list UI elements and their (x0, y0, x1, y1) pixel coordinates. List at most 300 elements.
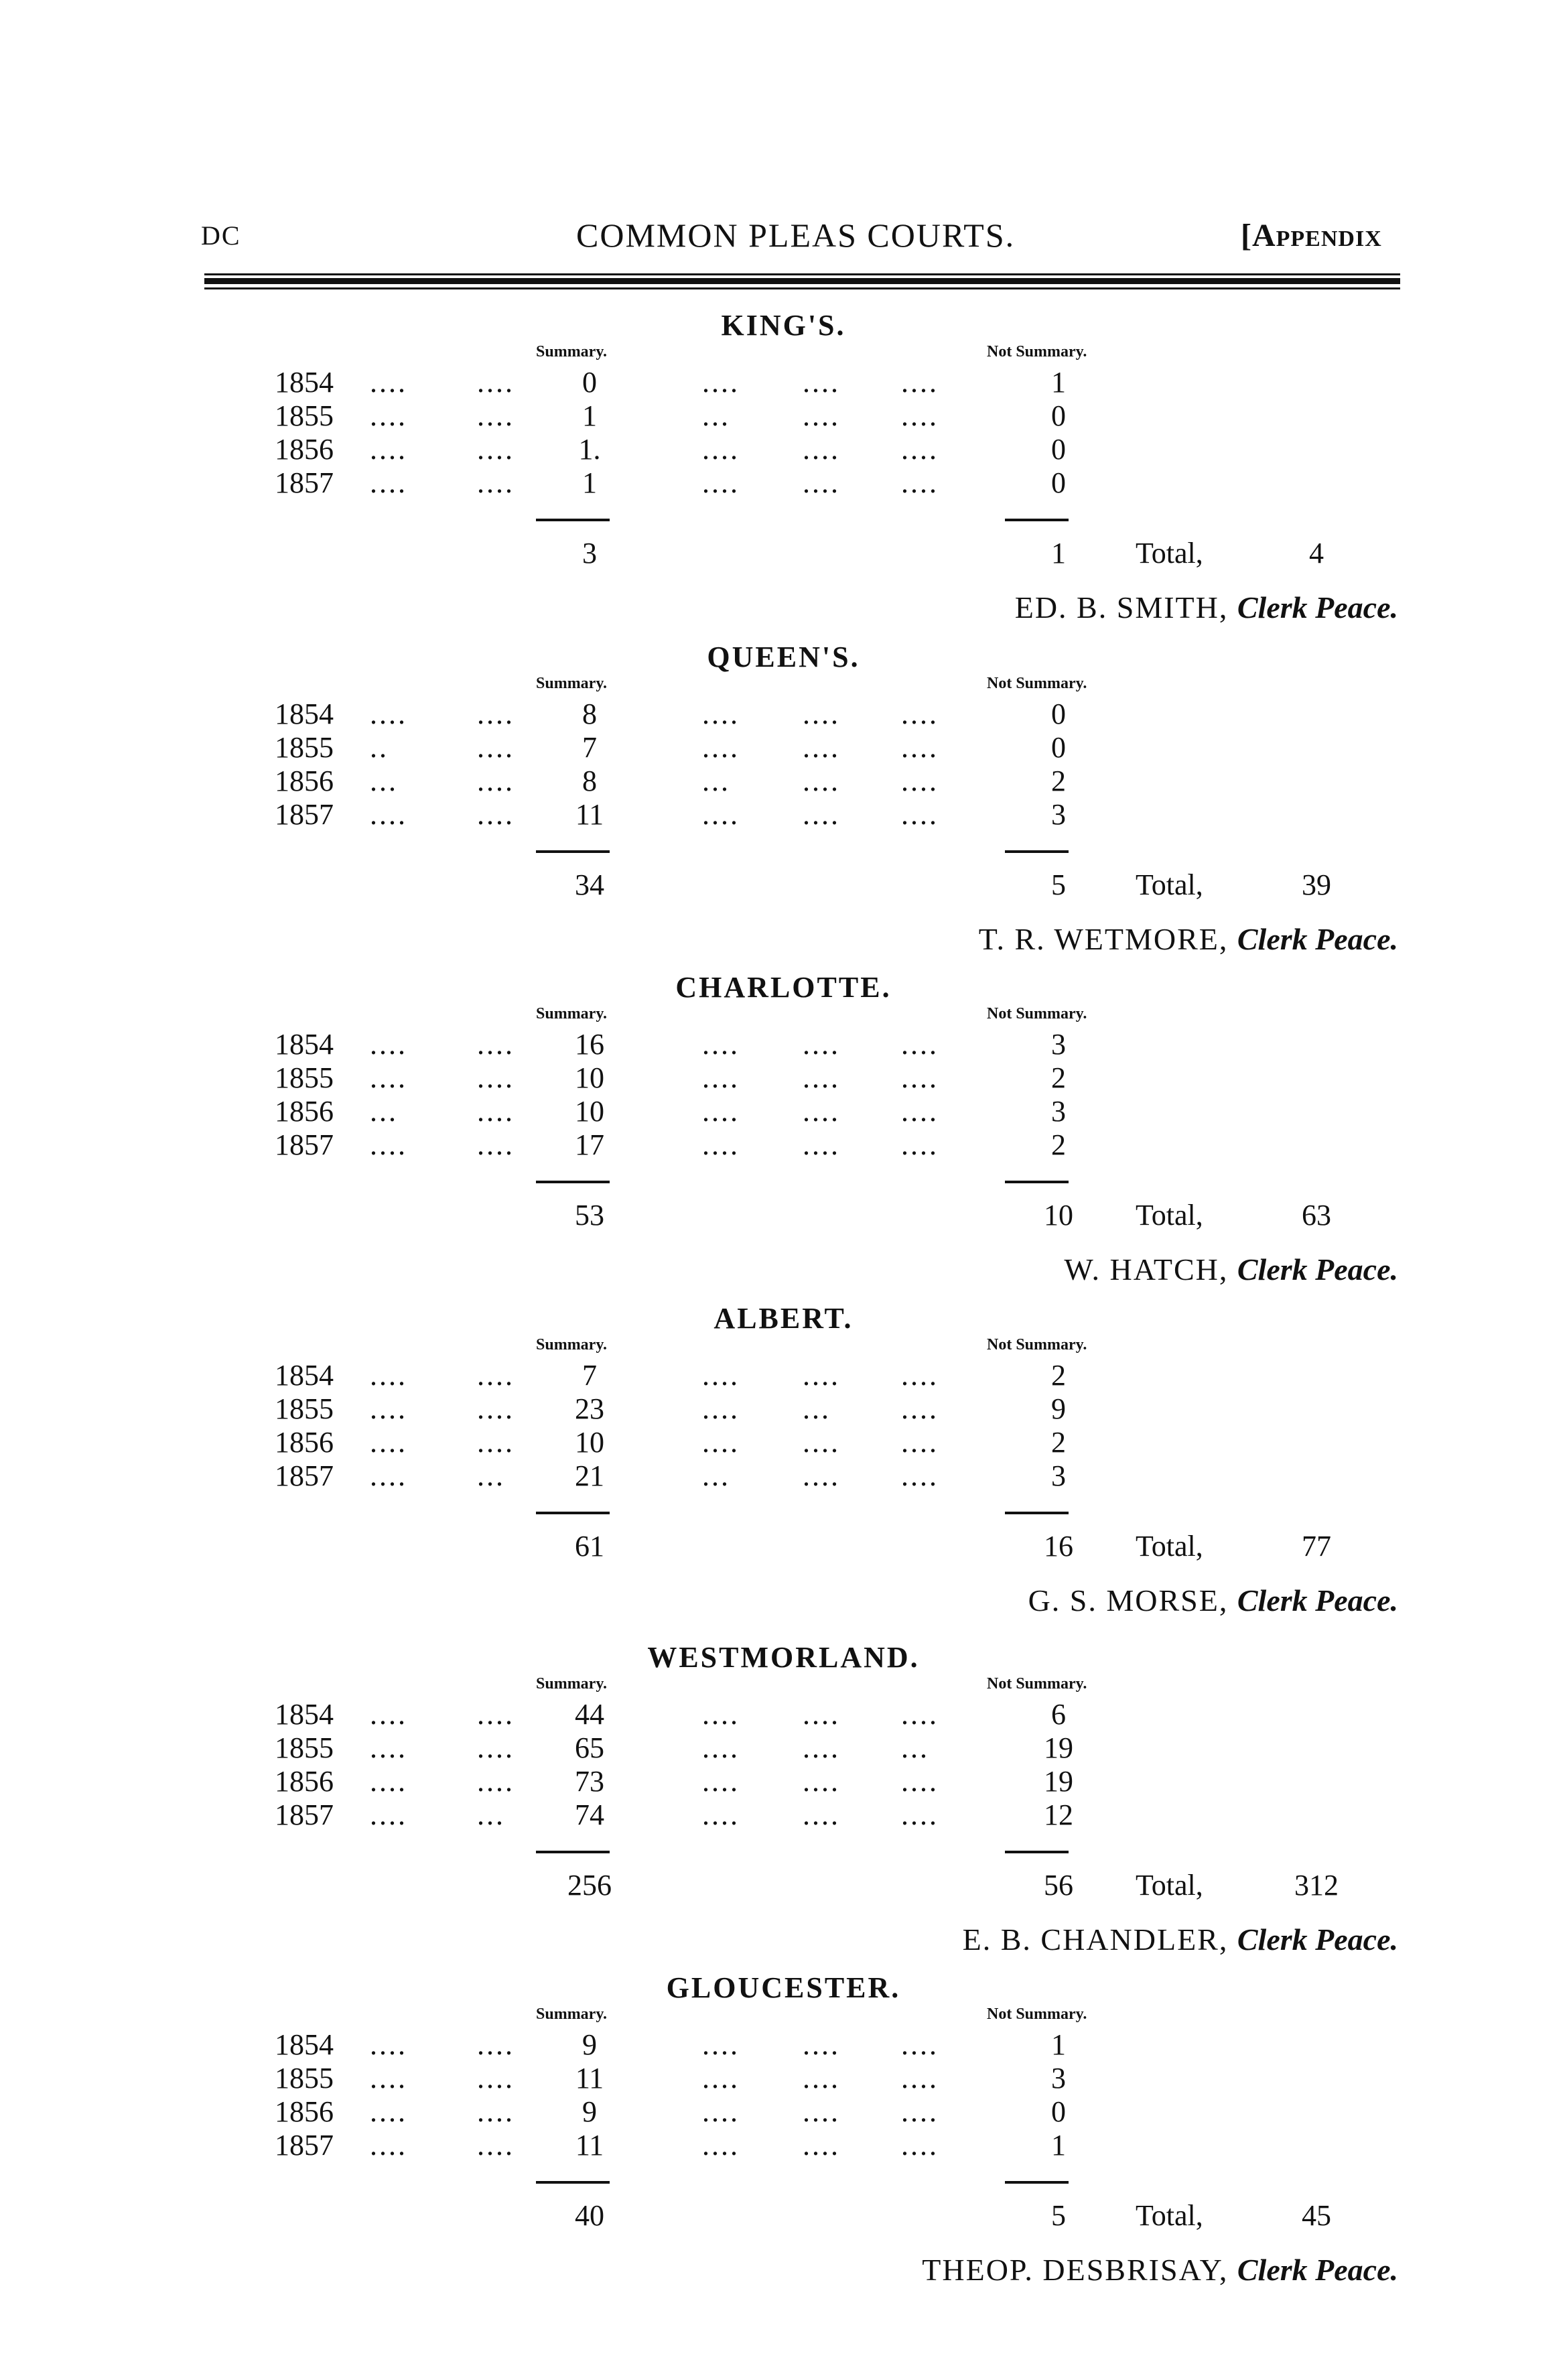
grand-total: 39 (1302, 868, 1331, 901)
leader-dots: .... (901, 698, 939, 730)
leader-dots: .... (901, 1095, 939, 1128)
leader-dots: .... (477, 1731, 515, 1764)
table-row (0, 466, 1567, 499)
leader-dots: .... (370, 2095, 407, 2128)
leader-dots: .... (803, 1359, 840, 1392)
leader-dots: .... (901, 1359, 939, 1392)
table-row (0, 1731, 1567, 1764)
not-summary-total-rule (1005, 1181, 1069, 1183)
not-summary-total: 56 (1044, 1869, 1073, 1902)
leader-dots: .. (370, 731, 389, 764)
county-title: CHARLOTTE. (675, 971, 892, 1004)
leader-dots: .... (477, 466, 515, 499)
not-summary-cell: 2 (1051, 1128, 1066, 1161)
year-cell: 1856 (275, 765, 334, 797)
leader-dots: .... (477, 1061, 515, 1094)
not-summary-total-rule (1005, 519, 1069, 521)
not-summary-column-header: Not Summary. (987, 343, 1087, 360)
leader-dots: .... (477, 2062, 515, 2095)
clerk-name: W. HATCH, (1064, 1252, 1229, 1286)
clerk-name: G. S. MORSE, (1028, 1583, 1229, 1617)
table-row (0, 1061, 1567, 1094)
year-cell: 1855 (275, 1061, 334, 1094)
leader-dots: .... (370, 1128, 407, 1161)
leader-dots: .... (370, 1459, 407, 1492)
total-label: Total, (1136, 868, 1203, 901)
leader-dots: ... (702, 1459, 730, 1492)
summary-total: 40 (575, 2199, 604, 2232)
summary-total-rule (536, 2181, 610, 2184)
summary-column-header: Summary. (536, 2005, 608, 2023)
leader-dots: .... (477, 765, 515, 797)
leader-dots: .... (702, 366, 740, 399)
leader-dots: .... (901, 366, 939, 399)
leader-dots: .... (702, 466, 740, 499)
leader-dots: .... (702, 731, 740, 764)
not-summary-cell: 19 (1044, 1765, 1073, 1798)
clerk-name: E. B. CHANDLER, (962, 1922, 1229, 1957)
not-summary-cell: 3 (1051, 1459, 1066, 1492)
leader-dots: .... (803, 731, 840, 764)
not-summary-total: 10 (1044, 1199, 1073, 1232)
court-section (0, 970, 1567, 1301)
leader-dots: .... (702, 1731, 740, 1764)
not-summary-cell: 0 (1051, 2095, 1066, 2128)
leader-dots: .... (702, 1359, 740, 1392)
leader-dots: .... (477, 1392, 515, 1425)
leader-dots: .... (702, 1698, 740, 1731)
year-cell: 1855 (275, 731, 334, 764)
grand-total: 63 (1302, 1199, 1331, 1232)
leader-dots: .... (702, 2095, 740, 2128)
leader-dots: .... (370, 1698, 407, 1731)
leader-dots: .... (901, 2062, 939, 2095)
leader-dots: .... (477, 2095, 515, 2128)
leader-dots: ... (477, 1798, 505, 1831)
summary-cell: 65 (575, 1731, 604, 1764)
year-cell: 1855 (275, 1731, 334, 1764)
leader-dots: .... (803, 1459, 840, 1492)
table-row (0, 1128, 1567, 1161)
summary-cell: 0 (582, 366, 597, 399)
not-summary-cell: 12 (1044, 1798, 1073, 1831)
summary-cell: 10 (575, 1426, 604, 1459)
not-summary-cell: 3 (1051, 1095, 1066, 1128)
leader-dots: .... (477, 366, 515, 399)
leader-dots: .... (702, 1798, 740, 1831)
table-row (0, 1697, 1567, 1731)
leader-dots: .... (370, 1028, 407, 1061)
year-cell: 1857 (275, 2129, 334, 2162)
not-summary-cell: 2 (1051, 1426, 1066, 1459)
table-row (0, 1392, 1567, 1425)
not-summary-total: 1 (1051, 537, 1066, 570)
leader-dots: .... (370, 399, 407, 432)
not-summary-column-header: Not Summary. (987, 1675, 1087, 1693)
clerk-signature (1015, 590, 1398, 625)
table-row (0, 399, 1567, 432)
clerk-role: Clerk Peace. (1237, 1922, 1398, 1957)
page-title: COMMON PLEAS COURTS. (576, 216, 1016, 254)
leader-dots: .... (477, 1359, 515, 1392)
leader-dots: .... (477, 731, 515, 764)
leader-dots: .... (803, 1731, 840, 1764)
leader-dots: .... (370, 1426, 407, 1459)
leader-dots: ... (370, 1095, 398, 1128)
court-section (0, 1640, 1567, 1971)
leader-dots: ... (370, 765, 398, 797)
summary-cell: 1. (578, 433, 601, 466)
not-summary-cell: 0 (1051, 731, 1066, 764)
leader-dots: .... (803, 1028, 840, 1061)
leader-dots: .... (370, 798, 407, 831)
summary-cell: 16 (575, 1028, 604, 1061)
not-summary-total: 16 (1044, 1530, 1073, 1563)
summary-total-rule (536, 1512, 610, 1514)
leader-dots: .... (477, 1765, 515, 1798)
leader-dots: .... (803, 466, 840, 499)
table-row (0, 1459, 1567, 1492)
year-cell: 1854 (275, 2028, 334, 2061)
leader-dots: .... (901, 1128, 939, 1161)
clerk-role: Clerk Peace. (1237, 1583, 1398, 1617)
appendix-label: [Appendix (1241, 218, 1382, 253)
leader-dots: .... (477, 2129, 515, 2162)
total-label: Total, (1136, 1869, 1203, 1902)
leader-dots: .... (370, 1392, 407, 1425)
court-section (0, 1301, 1567, 1632)
leader-dots: .... (477, 2028, 515, 2061)
year-cell: 1856 (275, 1765, 334, 1798)
leader-dots: ... (702, 399, 730, 432)
leader-dots: .... (901, 1765, 939, 1798)
summary-cell: 44 (575, 1698, 604, 1731)
leader-dots: .... (702, 1061, 740, 1094)
table-row (0, 1358, 1567, 1392)
table-row (0, 764, 1567, 797)
not-summary-cell: 6 (1051, 1698, 1066, 1731)
leader-dots: .... (901, 1028, 939, 1061)
not-summary-cell: 1 (1051, 2129, 1066, 2162)
leader-dots: .... (702, 1765, 740, 1798)
summary-column-header: Summary. (536, 1336, 608, 1353)
leader-dots: ... (702, 765, 730, 797)
summary-total-rule (536, 1181, 610, 1183)
clerk-signature (1028, 1583, 1398, 1618)
year-cell: 1857 (275, 1459, 334, 1492)
leader-dots: .... (702, 1392, 740, 1425)
year-cell: 1857 (275, 1798, 334, 1831)
summary-cell: 7 (582, 1359, 597, 1392)
leader-dots: .... (477, 798, 515, 831)
leader-dots: .... (370, 466, 407, 499)
table-row (0, 1094, 1567, 1128)
total-label: Total, (1136, 1530, 1203, 1563)
leader-dots: .... (901, 2095, 939, 2128)
summary-cell: 9 (582, 2028, 597, 2061)
year-cell: 1855 (275, 399, 334, 432)
year-cell: 1854 (275, 1359, 334, 1392)
summary-cell: 11 (575, 2062, 604, 2095)
summary-column-header: Summary. (536, 343, 608, 360)
table-row (0, 2028, 1567, 2061)
leader-dots: .... (803, 2129, 840, 2162)
grand-total: 77 (1302, 1530, 1331, 1563)
leader-dots: .... (370, 698, 407, 730)
not-summary-total: 5 (1051, 2199, 1066, 2232)
leader-dots: .... (477, 698, 515, 730)
header-rule-thick (204, 278, 1400, 284)
leader-dots: .... (901, 433, 939, 466)
clerk-role: Clerk Peace. (1237, 2253, 1398, 2287)
summary-cell: 10 (575, 1061, 604, 1094)
not-summary-cell: 3 (1051, 2062, 1066, 2095)
table-row (0, 2061, 1567, 2095)
county-title: ALBERT. (713, 1302, 854, 1335)
not-summary-cell: 1 (1051, 2028, 1066, 2061)
leader-dots: .... (702, 698, 740, 730)
leader-dots: .... (370, 2129, 407, 2162)
leader-dots: .... (901, 2028, 939, 2061)
grand-total: 4 (1309, 537, 1324, 570)
leader-dots: .... (477, 433, 515, 466)
table-row (0, 2095, 1567, 2128)
summary-cell: 74 (575, 1798, 604, 1831)
summary-cell: 9 (582, 2095, 597, 2128)
court-section (0, 640, 1567, 971)
total-label: Total, (1136, 537, 1203, 570)
leader-dots: .... (702, 2062, 740, 2095)
not-summary-cell: 0 (1051, 466, 1066, 499)
leader-dots: .... (370, 2028, 407, 2061)
table-row (0, 1027, 1567, 1061)
leader-dots: .... (901, 1798, 939, 1831)
leader-dots: ... (901, 1731, 929, 1764)
leader-dots: .... (477, 399, 515, 432)
leader-dots: .... (901, 1459, 939, 1492)
leader-dots: .... (803, 798, 840, 831)
leader-dots: .... (477, 1698, 515, 1731)
header-rule-bottom (204, 287, 1400, 289)
leader-dots: ... (803, 1392, 831, 1425)
leader-dots: .... (901, 399, 939, 432)
leader-dots: .... (901, 2129, 939, 2162)
leader-dots: .... (901, 1426, 939, 1459)
leader-dots: .... (803, 366, 840, 399)
clerk-name: THEOP. DESBRISAY, (922, 2253, 1229, 2287)
leader-dots: .... (702, 1128, 740, 1161)
leader-dots: .... (702, 433, 740, 466)
leader-dots: .... (702, 798, 740, 831)
not-summary-total-rule (1005, 850, 1069, 853)
table-row (0, 432, 1567, 466)
summary-cell: 17 (575, 1128, 604, 1161)
not-summary-cell: 3 (1051, 1028, 1066, 1061)
leader-dots: .... (901, 1698, 939, 1731)
total-label: Total, (1136, 2199, 1203, 2232)
leader-dots: .... (702, 1095, 740, 1128)
year-cell: 1854 (275, 1698, 334, 1731)
not-summary-column-header: Not Summary. (987, 675, 1087, 692)
summary-cell: 21 (575, 1459, 604, 1492)
not-summary-total-rule (1005, 2181, 1069, 2184)
county-title: GLOUCESTER. (666, 1971, 901, 2004)
court-section (0, 308, 1567, 639)
leader-dots: .... (803, 433, 840, 466)
leader-dots: .... (901, 798, 939, 831)
leader-dots: .... (702, 2129, 740, 2162)
leader-dots: .... (803, 2095, 840, 2128)
not-summary-column-header: Not Summary. (987, 1005, 1087, 1022)
year-cell: 1854 (275, 698, 334, 730)
leader-dots: .... (370, 1061, 407, 1094)
leader-dots: .... (370, 2062, 407, 2095)
summary-cell: 73 (575, 1765, 604, 1798)
leader-dots: .... (477, 1028, 515, 1061)
leader-dots: .... (370, 1731, 407, 1764)
summary-cell: 11 (575, 798, 604, 831)
clerk-role: Clerk Peace. (1237, 590, 1398, 624)
leader-dots: .... (477, 1095, 515, 1128)
table-row (0, 365, 1567, 399)
leader-dots: .... (803, 1061, 840, 1094)
not-summary-total-rule (1005, 1512, 1069, 1514)
not-summary-cell: 0 (1051, 698, 1066, 730)
grand-total: 312 (1294, 1869, 1339, 1902)
summary-cell: 11 (575, 2129, 604, 2162)
court-section (0, 1971, 1567, 2302)
year-cell: 1857 (275, 466, 334, 499)
leader-dots: ... (477, 1459, 505, 1492)
summary-total: 256 (567, 1869, 612, 1902)
not-summary-cell: 19 (1044, 1731, 1073, 1764)
leader-dots: .... (803, 1426, 840, 1459)
leader-dots: .... (803, 2028, 840, 2061)
year-cell: 1856 (275, 433, 334, 466)
page-number: DC (201, 220, 241, 251)
summary-total: 53 (575, 1199, 604, 1232)
summary-total: 61 (575, 1530, 604, 1563)
total-label: Total, (1136, 1199, 1203, 1232)
year-cell: 1856 (275, 1095, 334, 1128)
not-summary-total: 5 (1051, 868, 1066, 901)
summary-total-rule (536, 850, 610, 853)
not-summary-column-header: Not Summary. (987, 1336, 1087, 1353)
summary-cell: 1 (582, 399, 597, 432)
clerk-role: Clerk Peace. (1237, 1252, 1398, 1286)
leader-dots: .... (901, 765, 939, 797)
table-row (0, 2128, 1567, 2162)
summary-cell: 8 (582, 765, 597, 797)
year-cell: 1855 (275, 1392, 334, 1425)
leader-dots: .... (370, 1798, 407, 1831)
leader-dots: .... (803, 1798, 840, 1831)
leader-dots: .... (803, 765, 840, 797)
year-cell: 1857 (275, 798, 334, 831)
year-cell: 1855 (275, 2062, 334, 2095)
clerk-name: ED. B. SMITH, (1014, 590, 1229, 624)
summary-cell: 23 (575, 1392, 604, 1425)
leader-dots: .... (803, 399, 840, 432)
clerk-name: T. R. WETMORE, (978, 922, 1229, 956)
leader-dots: .... (702, 1426, 740, 1459)
clerk-role: Clerk Peace. (1237, 922, 1398, 956)
county-title: KING'S. (721, 309, 846, 342)
leader-dots: .... (901, 1392, 939, 1425)
year-cell: 1854 (275, 366, 334, 399)
leader-dots: .... (901, 1061, 939, 1094)
county-title: QUEEN'S. (707, 641, 860, 673)
summary-column-header: Summary. (536, 1005, 608, 1022)
clerk-signature (1064, 1252, 1398, 1287)
leader-dots: .... (702, 1028, 740, 1061)
leader-dots: .... (477, 1426, 515, 1459)
not-summary-column-header: Not Summary. (987, 2005, 1087, 2023)
table-row (0, 797, 1567, 831)
not-summary-cell: 9 (1051, 1392, 1066, 1425)
summary-cell: 10 (575, 1095, 604, 1128)
leader-dots: .... (803, 1698, 840, 1731)
leader-dots: .... (803, 1095, 840, 1128)
summary-cell: 1 (582, 466, 597, 499)
table-row (0, 1764, 1567, 1798)
year-cell: 1856 (275, 1426, 334, 1459)
not-summary-cell: 1 (1051, 366, 1066, 399)
grand-total: 45 (1302, 2199, 1331, 2232)
not-summary-cell: 2 (1051, 1061, 1066, 1094)
summary-cell: 7 (582, 731, 597, 764)
leader-dots: .... (901, 731, 939, 764)
table-row (0, 697, 1567, 730)
summary-cell: 8 (582, 698, 597, 730)
leader-dots: .... (370, 1765, 407, 1798)
clerk-signature (979, 921, 1398, 957)
summary-total: 3 (582, 537, 597, 570)
county-title: WESTMORLAND. (647, 1641, 920, 1674)
leader-dots: .... (803, 698, 840, 730)
not-summary-cell: 2 (1051, 765, 1066, 797)
header-rule-top (204, 273, 1400, 275)
year-cell: 1856 (275, 2095, 334, 2128)
leader-dots: .... (803, 2062, 840, 2095)
leader-dots: .... (477, 1128, 515, 1161)
summary-total: 34 (575, 868, 604, 901)
leader-dots: .... (370, 433, 407, 466)
table-row (0, 1798, 1567, 1831)
year-cell: 1854 (275, 1028, 334, 1061)
summary-column-header: Summary. (536, 675, 608, 692)
table-row (0, 1425, 1567, 1459)
leader-dots: .... (803, 1765, 840, 1798)
summary-total-rule (536, 1851, 610, 1853)
not-summary-total-rule (1005, 1851, 1069, 1853)
summary-total-rule (536, 519, 610, 521)
table-row (0, 730, 1567, 764)
not-summary-cell: 3 (1051, 798, 1066, 831)
not-summary-cell: 2 (1051, 1359, 1066, 1392)
clerk-signature (922, 2252, 1398, 2288)
year-cell: 1857 (275, 1128, 334, 1161)
leader-dots: .... (702, 2028, 740, 2061)
summary-column-header: Summary. (536, 1675, 608, 1693)
clerk-signature (963, 1922, 1398, 1957)
not-summary-cell: 0 (1051, 399, 1066, 432)
leader-dots: .... (370, 366, 407, 399)
leader-dots: .... (901, 466, 939, 499)
leader-dots: .... (370, 1359, 407, 1392)
not-summary-cell: 0 (1051, 433, 1066, 466)
leader-dots: .... (803, 1128, 840, 1161)
